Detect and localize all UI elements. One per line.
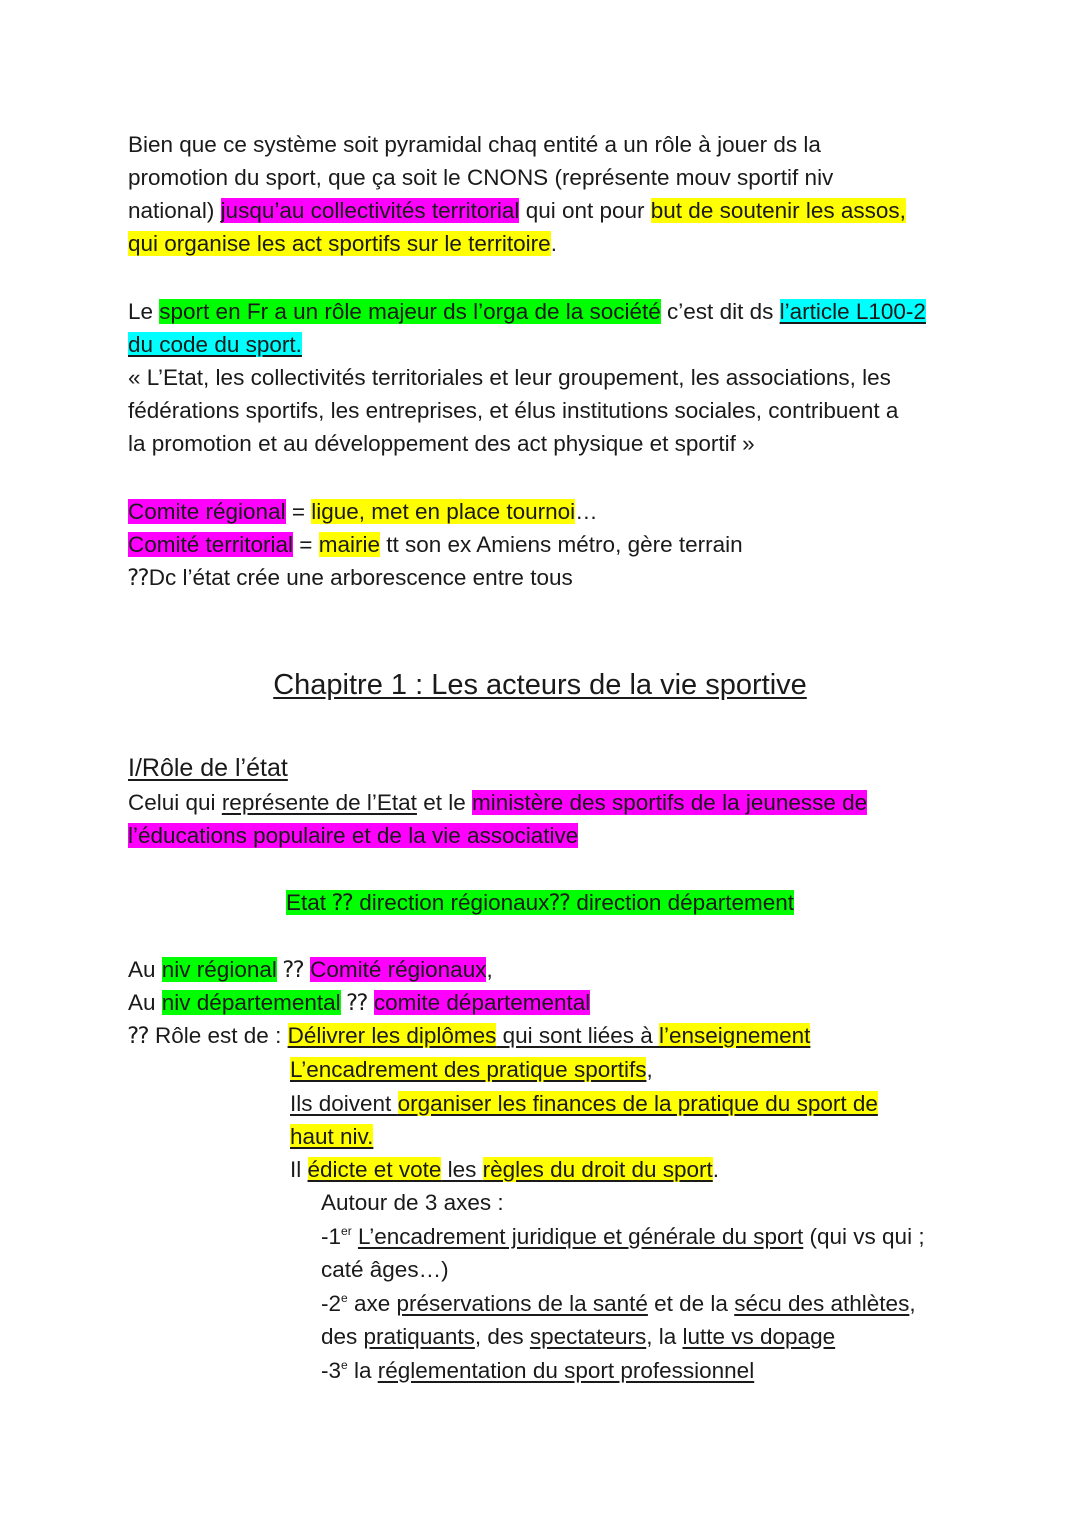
highlight-yellow: L’encadrement des pratique sportifs bbox=[290, 1057, 647, 1082]
highlight-yellow: haut niv. bbox=[290, 1124, 374, 1149]
highlight-yellow: édicte et vote bbox=[307, 1157, 442, 1182]
highlight-green: sport en Fr a un rôle majeur ds l’orga de la société bbox=[159, 299, 661, 324]
underlined-text: L’encadrement juridique et générale du sport bbox=[357, 1224, 804, 1249]
text: (qui vs qui ; bbox=[803, 1224, 925, 1249]
axis-item-1 bbox=[321, 1220, 925, 1253]
text: axe bbox=[347, 1291, 397, 1316]
text: Il bbox=[290, 1157, 308, 1182]
text: la bbox=[347, 1358, 378, 1383]
superscript: e bbox=[341, 1291, 348, 1305]
text: Bien que ce système soit pyramidal chaq entité a un rôle à jouer ds la bbox=[128, 132, 821, 157]
text-line bbox=[321, 1253, 449, 1286]
highlight-magenta: ministère des sportifs de la jeunesse de bbox=[471, 790, 868, 815]
underlined-text: représente de l’Etat bbox=[221, 790, 417, 815]
highlight-yellow: ligue, met en place tournoi bbox=[311, 499, 576, 524]
underlined-text: lutte vs dopage bbox=[682, 1324, 836, 1349]
section-title-text: I/Rôle de l’état bbox=[128, 754, 288, 782]
highlight-yellow: règles du droit du sport bbox=[482, 1157, 713, 1182]
quote-line bbox=[128, 361, 891, 394]
text: des bbox=[321, 1324, 364, 1349]
highlight-yellow: qui organise les act sportifs sur le territoire bbox=[128, 231, 551, 256]
text-line bbox=[128, 328, 302, 361]
article-reference-link[interactable]: du code du sport. bbox=[128, 332, 302, 357]
text-line bbox=[128, 295, 926, 328]
article-reference-link[interactable]: l’article L100-2 bbox=[779, 299, 926, 324]
highlight-green: Etat ⁇ direction régionaux⁇ direction département bbox=[285, 890, 794, 915]
text-line bbox=[128, 528, 743, 561]
highlight-green: niv régional bbox=[161, 957, 277, 982]
highlight-magenta: Comité territorial bbox=[128, 532, 294, 557]
text: qui ont pour bbox=[519, 198, 651, 223]
text: … bbox=[575, 499, 598, 524]
text: et de la bbox=[647, 1291, 735, 1316]
text: et le bbox=[416, 790, 472, 815]
highlight-yellow: l’enseignement bbox=[659, 1023, 811, 1048]
quote-line bbox=[128, 427, 755, 460]
chapter-title-text: Chapitre 1 : Les acteurs de la vie sportive bbox=[273, 669, 807, 701]
text: Celui qui bbox=[128, 790, 222, 815]
superscript: er bbox=[341, 1224, 352, 1238]
text: -2 bbox=[321, 1291, 342, 1316]
underlined-text: pratiquants bbox=[363, 1324, 475, 1349]
text: c’est dit ds bbox=[660, 299, 780, 324]
highlight-magenta: l’éducations populaire et de la vie associative bbox=[128, 823, 579, 848]
text: promotion du sport, que ça soit le CNONS (représente mouv sportif niv bbox=[128, 165, 834, 190]
text-line bbox=[128, 161, 833, 194]
underlined-text: qui sont liées à bbox=[496, 1023, 660, 1048]
highlight-magenta: Comité régionaux bbox=[310, 957, 487, 982]
text-line bbox=[321, 1186, 504, 1219]
highlight-yellow: mairie bbox=[318, 532, 380, 557]
text-line bbox=[128, 786, 867, 819]
text: = bbox=[285, 499, 312, 524]
text: Autour de 3 axes : bbox=[321, 1190, 504, 1215]
highlight-yellow: but de soutenir les assos, bbox=[650, 198, 906, 223]
text-line bbox=[128, 495, 598, 528]
superscript: e bbox=[341, 1358, 348, 1372]
underlined-text: les bbox=[441, 1157, 483, 1182]
text: ⁇ bbox=[340, 990, 374, 1015]
text: -3 bbox=[321, 1358, 342, 1383]
text-line bbox=[290, 1120, 373, 1153]
chapter-title bbox=[0, 665, 1080, 705]
underlined-text: Ils doivent bbox=[290, 1091, 398, 1116]
text-line bbox=[290, 1087, 878, 1120]
text-line bbox=[128, 986, 590, 1019]
text: Au bbox=[128, 957, 162, 982]
highlight-magenta: jusqu’au collectivités territorial bbox=[220, 198, 520, 223]
quote-line bbox=[128, 394, 898, 427]
text: tt son ex Amiens métro, gère terrain bbox=[379, 532, 743, 557]
text-line bbox=[321, 1320, 835, 1353]
hierarchy-line bbox=[0, 886, 1080, 919]
axis-item-3 bbox=[321, 1354, 754, 1387]
highlight-magenta: Comite régional bbox=[128, 499, 286, 524]
text: = bbox=[293, 532, 319, 557]
text-line bbox=[128, 128, 821, 161]
text: ⁇ Rôle est de : bbox=[128, 1023, 288, 1048]
text-line bbox=[128, 1019, 810, 1052]
underlined-text: sécu des athlètes bbox=[734, 1291, 910, 1316]
text: national) bbox=[128, 198, 221, 223]
text-line bbox=[290, 1153, 719, 1186]
underlined-text: préservations de la santé bbox=[396, 1291, 648, 1316]
text-line bbox=[128, 561, 573, 594]
text: , des bbox=[474, 1324, 530, 1349]
highlight-yellow: Délivrer les diplômes bbox=[287, 1023, 497, 1048]
text: fédérations sportifs, les entreprises, et élus institutions sociales, contribuent a bbox=[128, 398, 899, 423]
text: , bbox=[486, 957, 493, 982]
highlight-green: niv départemental bbox=[161, 990, 341, 1015]
text: , bbox=[909, 1291, 916, 1316]
text-line bbox=[128, 227, 557, 260]
underlined-text: spectateurs bbox=[529, 1324, 647, 1349]
text: . bbox=[550, 231, 557, 256]
axis-item-2 bbox=[321, 1287, 916, 1320]
section-title bbox=[128, 750, 288, 786]
text-line bbox=[128, 194, 906, 227]
text: caté âges…) bbox=[321, 1257, 449, 1282]
text: . bbox=[712, 1157, 720, 1182]
text-line bbox=[128, 953, 493, 986]
text: « L’Etat, les collectivités territoriales et leur groupement, les associations, les bbox=[128, 365, 891, 390]
text: , bbox=[646, 1057, 653, 1082]
text: ⁇Dc l’état crée une arborescence entre tous bbox=[128, 565, 573, 590]
underlined-text: réglementation du sport professionnel bbox=[377, 1358, 755, 1383]
text: Le bbox=[128, 299, 160, 324]
text: Au bbox=[128, 990, 162, 1015]
highlight-magenta: comite départemental bbox=[373, 990, 591, 1015]
text-line bbox=[290, 1053, 653, 1086]
text: , la bbox=[646, 1324, 683, 1349]
text: la promotion et au développement des act physique et sportif » bbox=[128, 431, 755, 456]
text: ⁇ bbox=[276, 957, 311, 982]
highlight-yellow: organiser les finances de la pratique du sport de bbox=[397, 1091, 878, 1116]
text: -1 bbox=[321, 1224, 342, 1249]
text-line bbox=[128, 819, 578, 852]
